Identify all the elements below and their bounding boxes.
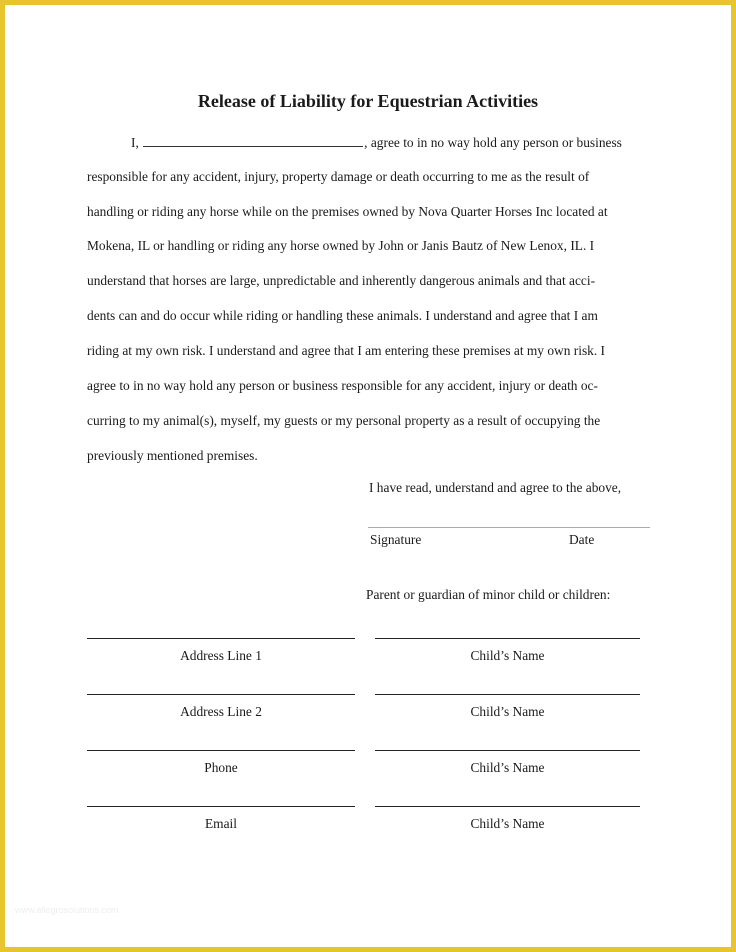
signature-line[interactable] (368, 527, 650, 528)
child-name-label: Child’s Name (470, 760, 545, 775)
child-name-field[interactable] (375, 638, 640, 639)
paragraph-line: agree to in no way hold any person or business responsible for any accident, injury or death oc- (87, 378, 598, 393)
phone-field[interactable] (87, 750, 355, 751)
paragraph-line: previously mentioned premises. (87, 448, 258, 463)
date-label: Date (569, 532, 595, 547)
address-line-1-field[interactable] (87, 638, 355, 639)
signature-label: Signature (370, 532, 422, 547)
paragraph-line: responsible for any accident, injury, property damage or death occurring to me as the result of (87, 169, 590, 184)
paragraph-line: curring to my animal(s), myself, my guests or my personal property as a result of occupying the (87, 413, 601, 428)
paragraph-line-1 (131, 134, 622, 151)
acknowledgement-text: I have read, understand and agree to the above, (369, 480, 622, 495)
address-line-1-label: Address Line 1 (180, 648, 262, 663)
paragraph-line: Mokena, IL or handling or riding any horse owned by John or Janis Bautz of New Lenox, IL. I (87, 238, 595, 253)
child-name-field[interactable] (375, 694, 640, 695)
phone-label: Phone (204, 760, 238, 775)
email-label: Email (205, 816, 237, 831)
paragraph-line: understand that horses are large, unpredictable and inherently dangerous animals and that acci- (87, 273, 596, 288)
address-line-2-label: Address Line 2 (180, 704, 262, 719)
child-name-field[interactable] (375, 750, 640, 751)
parent-guardian-label: Parent or guardian of minor child or children: (366, 587, 611, 602)
name-blank-field[interactable] (143, 134, 363, 147)
watermark: www.allegrosolutions.com (15, 905, 119, 915)
paragraph-line: dents can and do occur while riding or handling these animals. I understand and agree that I am (87, 308, 598, 323)
child-name-label: Child’s Name (470, 816, 545, 831)
address-line-2-field[interactable] (87, 694, 355, 695)
paragraph-line: riding at my own risk. I understand and agree that I am entering these premises at my own risk. I (87, 343, 606, 358)
child-name-label: Child’s Name (470, 648, 545, 663)
email-field[interactable] (87, 806, 355, 807)
child-name-field[interactable] (375, 806, 640, 807)
child-name-label: Child’s Name (470, 704, 545, 719)
paragraph-line-1-start: I, (131, 135, 139, 150)
document-title: Release of Liability for Equestrian Activities (197, 91, 539, 111)
paragraph-line-1-end: , agree to in no way hold any person or business (364, 135, 622, 150)
paragraph-line: handling or riding any horse while on the premises owned by Nova Quarter Horses Inc located at (87, 204, 608, 219)
